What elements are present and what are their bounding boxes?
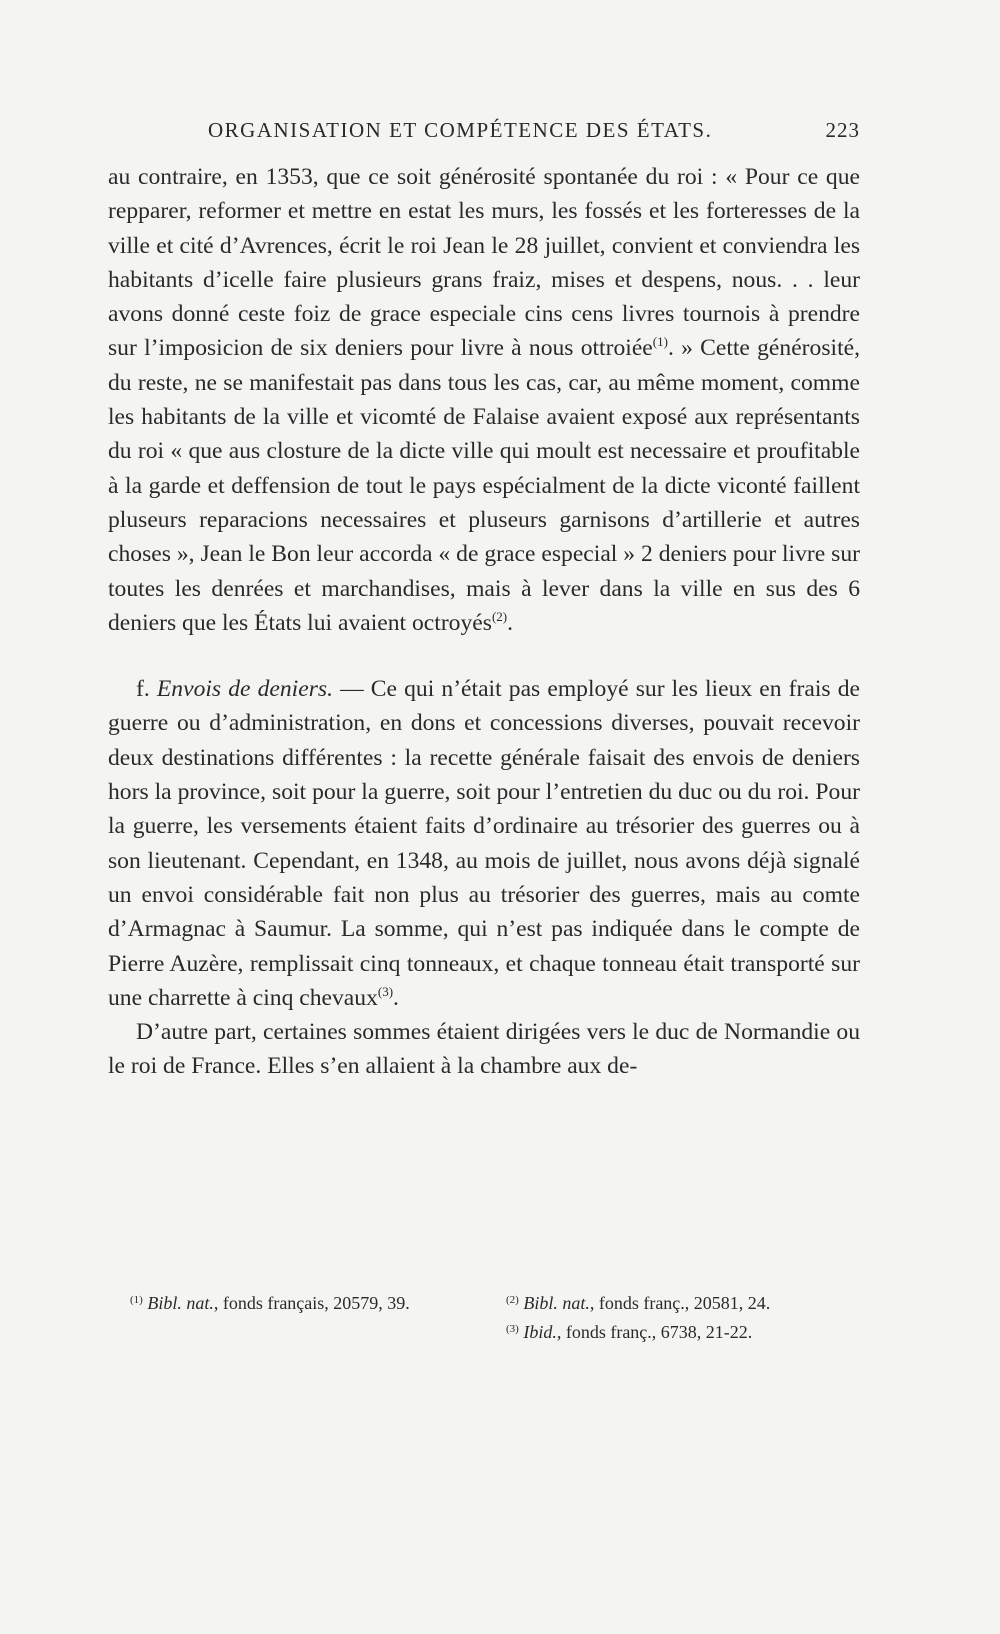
- footnote-source: Bibl. nat.: [147, 1293, 214, 1313]
- paragraph-text: D’autre part, certaines sommes étaient dirigées vers le duc de Normandie ou le roi de France. Elles s’en allaient à la chambre aux de-: [108, 1019, 860, 1080]
- paragraph-text: — Ce qui n’était pas employé sur les lieux en frais de guerre ou d’administration, en dons et concessions diverses, pouvait recevoir deux destinations différentes : la recette générale faisait des envois de deniers hors la province, soit pour la guerre, soit pour l’entretien du duc ou du roi. Pour la guerre, les versements étaient faits d’ordinaire au trésorier des guerres ou à son lieutenant. Cependant, en 1348, au mois de juillet, nous avons déjà signalé un envoi considérable fait non plus au trésorier des guerres, mais au comte d’Armagnac à Saumur. La somme, qui n’est pas indiquée dans le compte de Pierre Auzère, remplissait cinq tonneaux, et chaque tonneau était transporté sur une charrette à cinq chevaux: [108, 676, 860, 1011]
- footnote-2: [506, 1289, 860, 1318]
- footnote-ref-3[interactable]: (3): [377, 983, 394, 999]
- footnote-text: , fonds français, 20579, 39.: [213, 1293, 410, 1313]
- footnote-mark: (3): [506, 1323, 519, 1335]
- running-title: ORGANISATION ET COMPÉTENCE DES ÉTATS.: [208, 118, 713, 142]
- paragraph-text: .: [393, 984, 399, 1011]
- section-paragraph: [108, 672, 860, 1015]
- footnotes: [108, 1289, 860, 1347]
- running-header: [208, 118, 860, 143]
- page-number: 223: [825, 118, 860, 142]
- paragraph: [108, 1015, 860, 1084]
- footnote-source: Ibid.: [523, 1322, 557, 1342]
- footnote-text: , fonds franç., 6738, 21-22.: [556, 1322, 753, 1342]
- footnote-text: , fonds franç., 20581, 24.: [589, 1293, 771, 1313]
- footnote-mark: (2): [506, 1294, 519, 1306]
- section-heading: Envois de deniers.: [156, 676, 333, 703]
- footnote-1: [108, 1289, 476, 1347]
- section-label: f.: [136, 676, 150, 703]
- footnote-source: Bibl. nat.: [523, 1293, 590, 1313]
- footnotes-right: [476, 1289, 860, 1347]
- footnote-mark: (1): [130, 1294, 143, 1306]
- paragraph-text: au contraire, en 1353, que ce soit générosité spontanée du roi : « Pour ce que repparer, reformer et mettre en estat les murs, les fossés et les forteresses de la ville et cité d’Avrences, écrit le roi Jean le 28 juillet, convient et conviendra les habitants d’icelle faire plusieurs grans fraiz, mises et despens, nous. . . leur avons donné ceste foiz de grace especiale cins cens livres tournois à prendre sur l’imposicion de six deniers pour livre à nous ottroiée: [108, 164, 860, 362]
- paragraph-continuation: [108, 160, 860, 640]
- footnote-ref-1[interactable]: (1): [652, 334, 668, 350]
- footnote-ref-2[interactable]: (2): [491, 608, 508, 624]
- paragraph-text: . » Cette générosité, du reste, ne se manifestait pas dans tous les cas, car, au même moment, comme les habitants de la ville et vicomté de Falaise avaient exposé aux représentants du roi « que aus closture de la dicte ville qui moult est necessaire et proufitable à la garde et deffension de tout le pays espécialment de la dicte viconté faillent pluseurs reparacions necessaires et pluseurs garnisons d’artillerie et autres choses », Jean le Bon leur accorda « de grace especial » 2 deniers pour livre sur toutes les denrées et marchandises, mais à lever dans la ville en sus des 6 deniers que les États lui avaient octroyés: [108, 335, 860, 636]
- footnote-3: [506, 1318, 860, 1347]
- paragraph-text: .: [507, 609, 514, 636]
- main-text: [108, 160, 860, 1084]
